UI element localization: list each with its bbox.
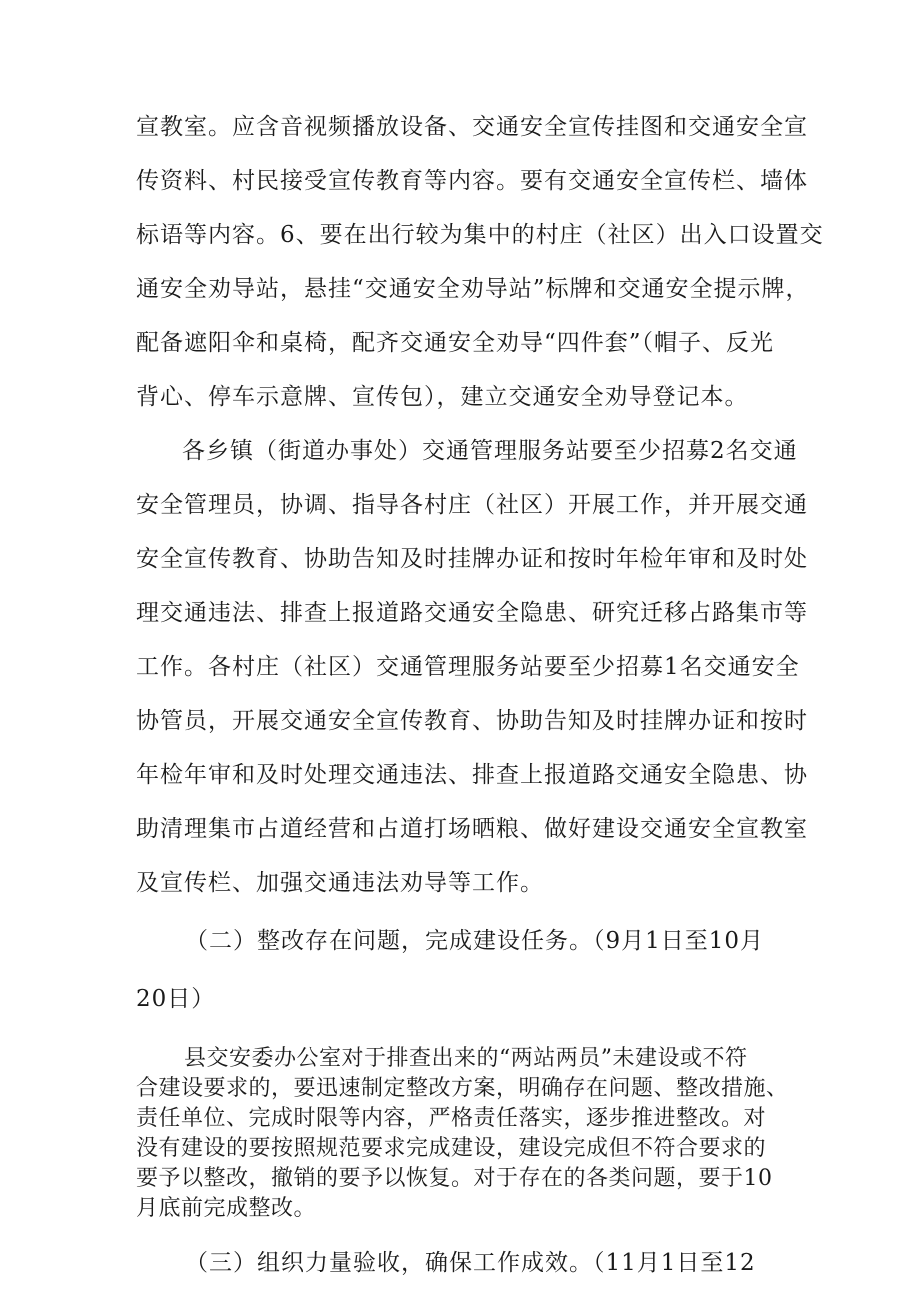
text-line: 工作。各村庄（社区）交通管理服务站要至少招募1名交通安全 [136, 654, 800, 680]
text-line: 合建设要求的，要迅速制定整改方案，明确存在问题、整改措施、 [136, 1076, 789, 1101]
section-heading: 20日） [136, 986, 216, 1012]
text-line: 背心、停车示意牌、宣传包），建立交通安全劝导登记本。 [136, 384, 749, 410]
text-line: 各乡镇（街道办事处）交通管理服务站要至少招募2名交通 [182, 438, 798, 464]
text-line: 责任单位、完成时限等内容，严格责任落实，逐步推进整改。对 [136, 1106, 767, 1131]
text-line: 协管员，开展交通安全宣传教育、协助告知及时挂牌办证和按时 [136, 708, 808, 734]
text-line: 月底前完成整改。 [136, 1196, 317, 1221]
text-line: 助清理集市占道经营和占道打场晒粮、做好建设交通安全宣教室 [136, 816, 808, 842]
text-line: 宣教室。应含音视频播放设备、交通安全宣传挂图和交通安全宣 [136, 114, 808, 140]
text-line: 安全管理员，协调、指导各村庄（社区）开展工作，并开展交通 [136, 492, 808, 518]
text-line: 理交通违法、排查上报道路交通安全隐患、研究迁移占路集市等 [136, 600, 808, 626]
text-line: 年检年审和及时处理交通违法、排查上报道路交通安全隐患、协 [136, 762, 808, 788]
section-heading: （三）组织力量验收，确保工作成效。（11月1日至12 [185, 1250, 756, 1276]
text-line: 要予以整改，撤销的要予以恢复。对于存在的各类问题，要于10 [136, 1166, 773, 1191]
text-line: 没有建设的要按照规范要求完成建设，建设完成但不符合要求的 [136, 1136, 767, 1161]
text-line: 传资料、村民接受宣传教育等内容。要有交通安全宣传栏、墙体 [136, 168, 808, 194]
section-heading: （二）整改存在问题，完成建设任务。（9月1日至10月 [185, 928, 765, 954]
text-line: 及宣传栏、加强交通违法劝导等工作。 [136, 870, 544, 896]
text-line: 县交安委办公室对于排查出来的“两站两员”未建设或不符 [184, 1046, 748, 1071]
text-line: 安全宣传教育、协助告知及时挂牌办证和按时年检年审和及时处 [136, 546, 808, 572]
text-line: 标语等内容。6、要在出行较为集中的村庄（社区）出入口设置交 [136, 222, 824, 248]
text-line: 配备遮阳伞和桌椅，配齐交通安全劝导“四件套”（帽子、反光 [136, 330, 775, 356]
text-line: 通安全劝导站，悬挂“交通安全劝导站”标牌和交通安全提示牌， [136, 276, 810, 302]
